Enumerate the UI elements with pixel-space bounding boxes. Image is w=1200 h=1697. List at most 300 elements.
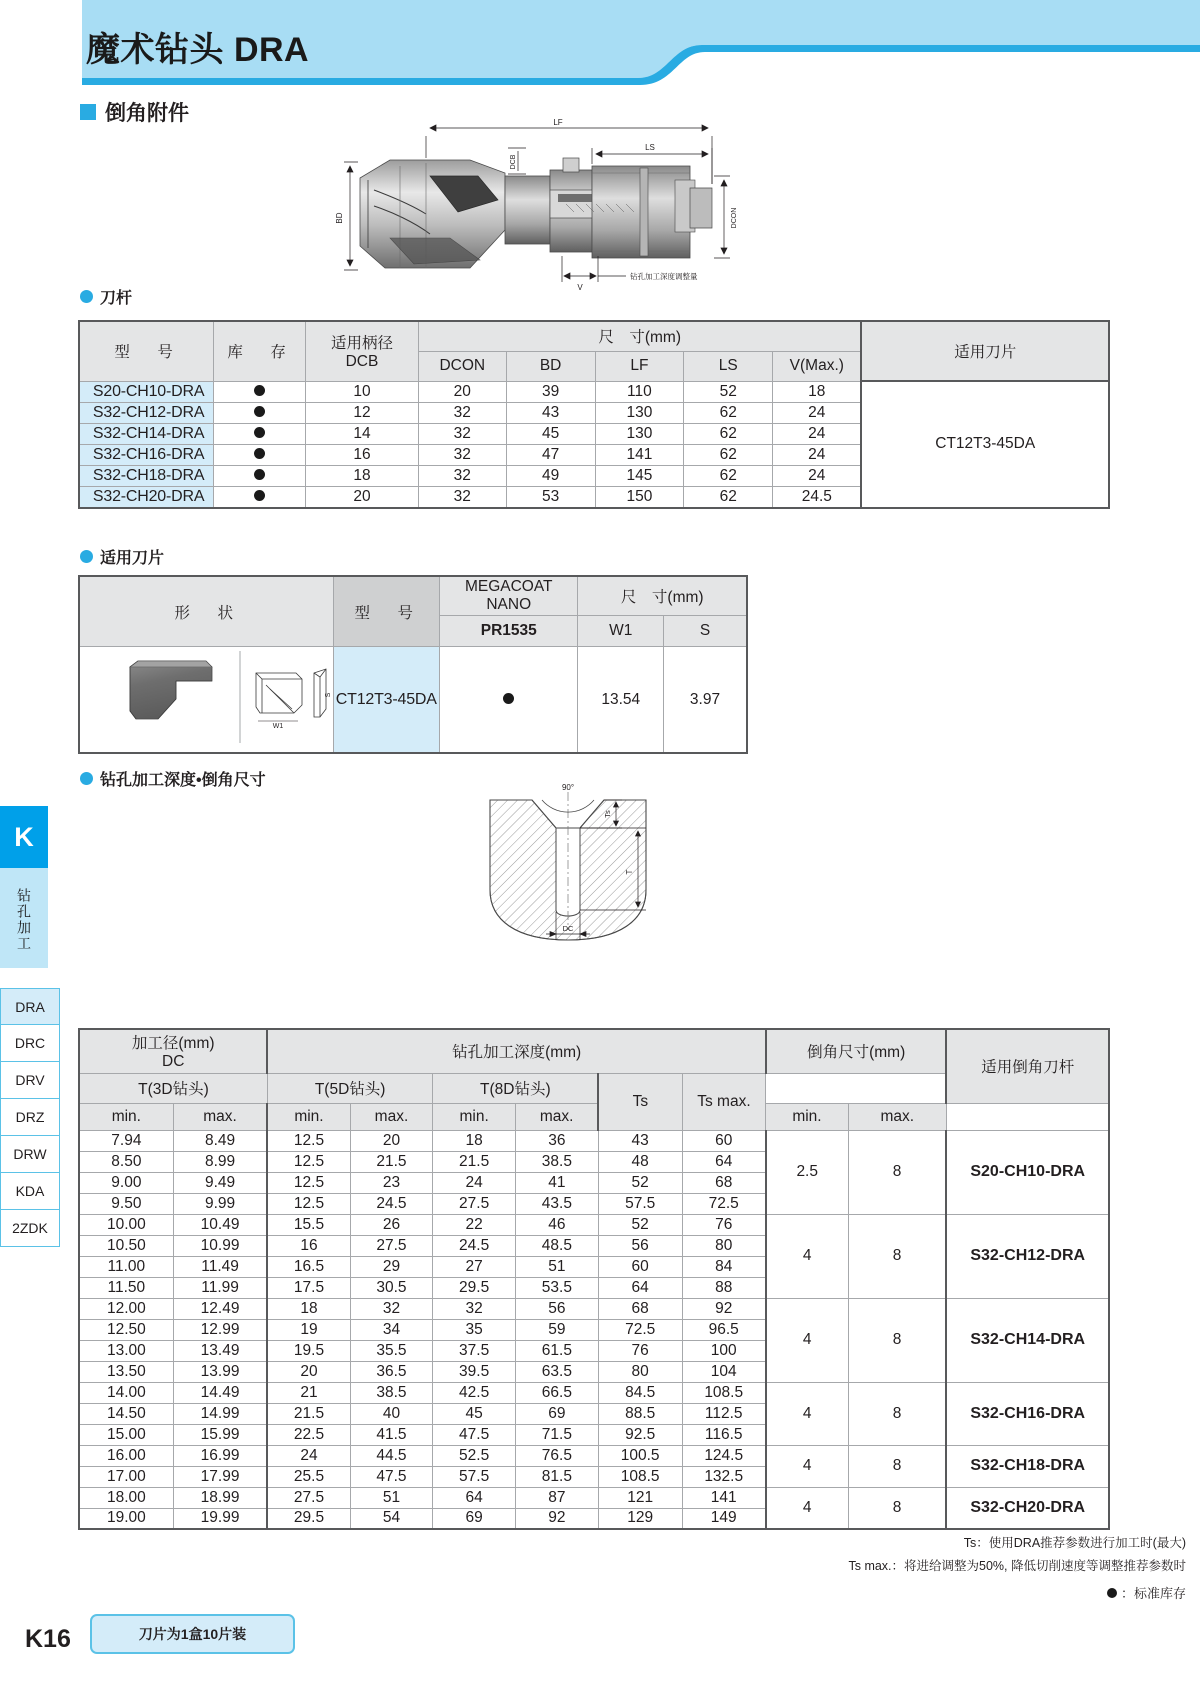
cell-t5-max: 63.5 [515,1361,598,1382]
cell-t8-max: 92 [682,1298,766,1319]
cell-t5-max: 51 [515,1256,598,1277]
svg-text:DCON: DCON [731,207,738,229]
label-t: T [625,869,634,875]
cell-dc-min: 17.00 [79,1466,173,1487]
header-t5-max: max. [515,1103,598,1130]
row-bd: 43 [506,402,595,423]
header-s: S [664,616,748,647]
cell-t3-min: 19.5 [267,1340,350,1361]
label-ts: Ts [603,810,612,818]
cell-dc-max: 19.99 [173,1508,267,1529]
cell-t3-max: 35.5 [350,1340,433,1361]
sidebar-item-drv[interactable]: DRV [0,1062,60,1099]
cell-dc-max: 12.49 [173,1298,267,1319]
cell-t5-min: 27 [433,1256,516,1277]
cell-t8-max: 132.5 [682,1466,766,1487]
cell-holder-model: S32-CH14-DRA [946,1298,1109,1382]
cell-dc-min: 10.00 [79,1214,173,1235]
row-v: 24 [773,465,862,486]
cell-t3-max: 30.5 [350,1277,433,1298]
cell-dc-min: 13.00 [79,1340,173,1361]
row-model: S20-CH10-DRA [79,381,214,402]
cell-t3-max: 26 [350,1214,433,1235]
cell-t3-max: 20 [350,1130,433,1151]
svg-text:BD: BD [335,212,344,224]
cell-t5-max: 38.5 [515,1151,598,1172]
table-row [79,1445,1109,1466]
cell-dc-min: 7.94 [79,1130,173,1151]
cell-t5-min: 35 [433,1319,516,1340]
row-ls: 62 [684,423,773,444]
insert-s-value: 3.97 [664,647,748,754]
cell-dc-max: 15.99 [173,1424,267,1445]
insert-model-value: CT12T3-45DA [334,647,440,754]
cell-t3-min: 29.5 [267,1508,350,1529]
cell-holder-model: S20-CH10-DRA [946,1130,1109,1214]
cell-t8-min: 60 [598,1256,682,1277]
header-applicable-insert: 适用刀片 [861,321,1109,381]
cell-t8-min: 121 [598,1487,682,1508]
row-dcon: 32 [418,444,506,465]
svg-text:V: V [577,283,583,292]
cell-t8-max: 100 [682,1340,766,1361]
cell-ts: 4 [766,1487,848,1529]
cell-t5-min: 47.5 [433,1424,516,1445]
table-row [79,1130,1109,1151]
row-dcb: 20 [306,486,419,508]
label-dc: DC [562,924,574,933]
cell-dc-max: 14.49 [173,1382,267,1403]
row-stock [214,486,306,508]
cell-ts: 4 [766,1298,848,1382]
cell-t3-max: 54 [350,1508,433,1529]
row-bd: 53 [506,486,595,508]
row-model: S32-CH18-DRA [79,465,214,486]
row-stock [214,381,306,402]
cell-t8-max: 108.5 [682,1382,766,1403]
row-bd: 39 [506,381,595,402]
row-dcb: 18 [306,465,419,486]
cell-t5-max: 46 [515,1214,598,1235]
header-t3-min: min. [267,1103,350,1130]
row-insert: CT12T3-45DA [861,381,1109,508]
row-bd: 45 [506,423,595,444]
row-stock [214,444,306,465]
cell-dc-min: 11.50 [79,1277,173,1298]
dot-bullet-icon [80,290,93,303]
cell-t3-max: 44.5 [350,1445,433,1466]
dot-bullet-icon-2 [80,550,93,563]
cell-t5-min: 18 [433,1130,516,1151]
cell-t8-max: 76 [682,1214,766,1235]
header-ls: LS [684,351,773,381]
cell-t8-min: 43 [598,1130,682,1151]
depth-header-row-1 [79,1029,1109,1073]
svg-text:钻孔加工深度调整量: 钻孔加工深度调整量 [630,272,698,281]
sidebar-item-dra[interactable]: DRA [0,988,60,1025]
header-shape: 形 状 [79,576,334,647]
table-row [79,1214,1109,1235]
cell-dc-max: 11.99 [173,1277,267,1298]
cell-ts: 4 [766,1214,848,1298]
sidebar [0,806,62,1247]
cell-t8-min: 80 [598,1361,682,1382]
section-chamfer-accessory [80,97,189,127]
header-model: 型 号 [79,321,214,381]
row-model: S32-CH14-DRA [79,423,214,444]
sidebar-item-drc[interactable]: DRC [0,1025,60,1062]
cell-holder-model: S32-CH16-DRA [946,1382,1109,1445]
header-shank: 适用柄径 DCB [306,321,419,381]
cell-t3-max: 34 [350,1319,433,1340]
cell-t8-max: 84 [682,1256,766,1277]
cell-holder-model: S32-CH20-DRA [946,1487,1109,1529]
row-stock [214,465,306,486]
row-dcb: 12 [306,402,419,423]
header-coating: MEGACOAT NANO [440,576,578,616]
header-dc: 加工径(mm) DC [79,1029,267,1073]
row-lf: 145 [595,465,684,486]
row-dcon: 32 [418,465,506,486]
row-ls: 62 [684,444,773,465]
cell-t3-max: 24.5 [350,1193,433,1214]
label-angle: 90° [561,783,575,792]
row-bd: 47 [506,444,595,465]
cell-t8-min: 100.5 [598,1445,682,1466]
row-ls: 62 [684,486,773,508]
insert-table [78,575,748,754]
row-stock [214,402,306,423]
cell-t5-max: 41 [515,1172,598,1193]
cell-t3-min: 17.5 [267,1277,350,1298]
insert-shape-cell [79,647,334,754]
header-dc-min: min. [79,1103,173,1130]
cell-t3-max: 32 [350,1298,433,1319]
cell-dc-min: 9.00 [79,1172,173,1193]
dot-bullet-icon-3 [80,772,93,785]
header-t3-max: max. [350,1103,433,1130]
row-ls: 62 [684,465,773,486]
cell-dc-max: 18.99 [173,1487,267,1508]
cell-t8-max: 124.5 [682,1445,766,1466]
cell-dc-max: 8.99 [173,1151,267,1172]
cell-t5-max: 71.5 [515,1424,598,1445]
cell-dc-max: 8.49 [173,1130,267,1151]
cell-dc-min: 8.50 [79,1151,173,1172]
cell-t3-min: 20 [267,1361,350,1382]
depth-header-row-3 [79,1103,1109,1130]
cell-dc-min: 11.00 [79,1256,173,1277]
row-lf: 141 [595,444,684,465]
sidebar-item-kda[interactable]: KDA [0,1173,60,1210]
row-dcon: 32 [418,423,506,444]
cell-ts-max: 8 [848,1130,946,1214]
cell-t8-max: 116.5 [682,1424,766,1445]
label-s: S [325,692,333,698]
header-t3d: T(3D钻头) [79,1073,267,1103]
header-bd: BD [506,351,595,381]
cell-t8-min: 68 [598,1298,682,1319]
footnote-ts: Ts：使用DRA推荐参数进行加工时(最大) [963,1536,1186,1550]
cell-ts: 4 [766,1382,848,1445]
svg-text:LF: LF [553,118,563,127]
sidebar-item-drz[interactable]: DRZ [0,1099,60,1136]
cell-t5-max: 76.5 [515,1445,598,1466]
cell-t5-max: 56 [515,1298,598,1319]
page-title: 魔术钻头 DRA [86,31,310,69]
table-row [79,381,1109,402]
row-dcb: 16 [306,444,419,465]
cell-t3-min: 12.5 [267,1172,350,1193]
header-insert-model: 型 号 [334,576,440,647]
cell-dc-max: 9.49 [173,1172,267,1193]
header-dimensions: 尺 寸(mm) [418,321,861,351]
cell-t8-min: 92.5 [598,1424,682,1445]
cell-t5-max: 43.5 [515,1193,598,1214]
cell-t8-min: 129 [598,1508,682,1529]
cell-dc-min: 16.00 [79,1445,173,1466]
header-chamfer-size: 倒角尺寸(mm) [766,1029,947,1073]
cell-t8-max: 72.5 [682,1193,766,1214]
stock-dot-icon [1107,1588,1117,1598]
cell-t8-min: 57.5 [598,1193,682,1214]
header-dc-max: max. [173,1103,267,1130]
header-drill-depth: 钻孔加工深度(mm) [267,1029,765,1073]
cell-t3-min: 21.5 [267,1403,350,1424]
cell-dc-max: 10.99 [173,1235,267,1256]
cell-dc-min: 12.00 [79,1298,173,1319]
section-insert [80,545,164,568]
sidebar-item-2zdk[interactable]: 2ZDK [0,1210,60,1247]
cell-t8-min: 108.5 [598,1466,682,1487]
label-w1: W1 [272,723,284,730]
cell-t8-min: 56 [598,1235,682,1256]
cell-holder-model: S32-CH12-DRA [946,1214,1109,1298]
cell-t8-min: 76 [598,1340,682,1361]
row-v: 18 [773,381,862,402]
cell-ts-max: 8 [848,1487,946,1529]
cell-ts-max: 8 [848,1214,946,1298]
cell-holder-model: S32-CH18-DRA [946,1445,1109,1487]
header-grade: PR1535 [440,616,578,647]
cell-t5-max: 48.5 [515,1235,598,1256]
header-ts: Ts [598,1073,682,1130]
cell-ts-max: 8 [848,1445,946,1487]
cell-t8-max: 149 [682,1508,766,1529]
cell-t3-min: 12.5 [267,1130,350,1151]
row-dcb: 10 [306,381,419,402]
cell-t8-max: 104 [682,1361,766,1382]
row-dcb: 14 [306,423,419,444]
cell-t8-max: 88 [682,1277,766,1298]
cell-t5-min: 27.5 [433,1193,516,1214]
cell-t8-max: 141 [682,1487,766,1508]
row-ls: 62 [684,402,773,423]
cell-dc-max: 16.99 [173,1445,267,1466]
table-header-row [79,321,1109,351]
cell-t3-min: 12.5 [267,1193,350,1214]
cell-t5-min: 24.5 [433,1235,516,1256]
cell-t8-max: 96.5 [682,1319,766,1340]
cell-dc-max: 13.99 [173,1361,267,1382]
row-lf: 130 [595,423,684,444]
svg-text:LS: LS [645,143,655,152]
header-t5-min: min. [433,1103,516,1130]
row-v: 24.5 [773,486,862,508]
cell-t8-min: 88.5 [598,1403,682,1424]
cell-t5-min: 39.5 [433,1361,516,1382]
sidebar-tabs [0,988,62,1247]
footnote-ts-max: Ts max.：将进给调整为50%, 降低切削速度等调整推荐参数时 [848,1559,1186,1573]
cell-dc-min: 9.50 [79,1193,173,1214]
header-t8-max: max. [848,1103,946,1130]
cell-t3-min: 16 [267,1235,350,1256]
row-model: S32-CH16-DRA [79,444,214,465]
footnote-stock: ：标准库存 [1107,1583,1186,1602]
cell-dc-max: 10.49 [173,1214,267,1235]
cell-t3-min: 25.5 [267,1466,350,1487]
cell-t3-max: 23 [350,1172,433,1193]
sidebar-category-letter: K [0,806,48,868]
row-v: 24 [773,423,862,444]
insert-grade-mark [440,647,578,754]
insert-shape-illustration [80,647,333,747]
cell-dc-max: 17.99 [173,1466,267,1487]
row-lf: 150 [595,486,684,508]
cell-t5-min: 42.5 [433,1382,516,1403]
cell-t5-min: 21.5 [433,1151,516,1172]
row-lf: 110 [595,381,684,402]
insert-header-row [79,576,747,616]
cell-t8-min: 84.5 [598,1382,682,1403]
cell-t8-max: 80 [682,1235,766,1256]
insert-w1-value: 13.54 [578,647,664,754]
cell-dc-min: 19.00 [79,1508,173,1529]
cell-t3-min: 21 [267,1382,350,1403]
row-dcon: 20 [418,381,506,402]
cell-t3-min: 19 [267,1319,350,1340]
cell-t3-min: 24 [267,1445,350,1466]
cell-dc-min: 14.00 [79,1382,173,1403]
cell-dc-min: 15.00 [79,1424,173,1445]
sidebar-item-drw[interactable]: DRW [0,1136,60,1173]
section-chamfer-accessory-label: 倒角附件 [105,102,189,125]
cell-dc-min: 12.50 [79,1319,173,1340]
cell-t5-max: 92 [515,1508,598,1529]
cell-dc-max: 9.99 [173,1193,267,1214]
cell-t8-max: 68 [682,1172,766,1193]
cell-t5-min: 29.5 [433,1277,516,1298]
cell-t3-max: 27.5 [350,1235,433,1256]
cell-t3-max: 21.5 [350,1151,433,1172]
cell-t8-min: 48 [598,1151,682,1172]
cell-t3-max: 29 [350,1256,433,1277]
cell-t5-min: 52.5 [433,1445,516,1466]
header-dcon: DCON [418,351,506,381]
header-t8d: T(8D钻头) [433,1073,598,1103]
cell-dc-max: 12.99 [173,1319,267,1340]
header-stock: 库 存 [214,321,306,381]
cell-dc-max: 13.49 [173,1340,267,1361]
cell-dc-min: 13.50 [79,1361,173,1382]
section-depth-chamfer [80,767,266,790]
header-lf: LF [595,351,684,381]
cell-t3-max: 40 [350,1403,433,1424]
cell-t8-max: 64 [682,1151,766,1172]
header-ts-max: Ts max. [682,1073,766,1130]
hole-chamfer-diagram [470,778,690,953]
cell-ts: 2.5 [766,1130,848,1214]
cell-ts-max: 8 [848,1298,946,1382]
header-applicable-holder: 适用倒角刀杆 [946,1029,1109,1103]
row-dcon: 32 [418,486,506,508]
cell-t5-max: 36 [515,1130,598,1151]
cell-t5-min: 64 [433,1487,516,1508]
insert-box-note: 刀片为1盒10片装 [90,1614,295,1654]
row-lf: 130 [595,402,684,423]
cell-t3-max: 47.5 [350,1466,433,1487]
cell-t8-max: 112.5 [682,1403,766,1424]
row-model: S32-CH20-DRA [79,486,214,508]
cell-t3-min: 22.5 [267,1424,350,1445]
cell-t5-max: 53.5 [515,1277,598,1298]
cell-t5-min: 69 [433,1508,516,1529]
cell-t5-max: 69 [515,1403,598,1424]
row-v: 24 [773,444,862,465]
row-v: 24 [773,402,862,423]
cell-t5-max: 59 [515,1319,598,1340]
row-dcon: 32 [418,402,506,423]
cell-t5-min: 24 [433,1172,516,1193]
cell-t5-max: 66.5 [515,1382,598,1403]
table-row [79,1298,1109,1319]
cell-dc-max: 11.49 [173,1256,267,1277]
cell-t8-min: 64 [598,1277,682,1298]
section-holder-label: 刀杆 [100,290,133,307]
cell-t5-min: 45 [433,1403,516,1424]
table-row [79,1382,1109,1403]
cell-t5-min: 37.5 [433,1340,516,1361]
cell-t3-max: 38.5 [350,1382,433,1403]
cell-dc-max: 14.99 [173,1403,267,1424]
cell-t3-min: 15.5 [267,1214,350,1235]
table-row [79,1487,1109,1508]
row-ls: 52 [684,381,773,402]
page-number: K16 [25,1625,71,1653]
cell-t3-min: 18 [267,1298,350,1319]
cell-t8-min: 72.5 [598,1319,682,1340]
header-t8-min: min. [766,1103,848,1130]
cell-t3-max: 36.5 [350,1361,433,1382]
section-insert-label: 适用刀片 [100,550,165,567]
cell-t3-min: 16.5 [267,1256,350,1277]
cell-ts-max: 8 [848,1382,946,1445]
section-holder [80,285,132,308]
svg-text:DCB: DCB [510,154,517,170]
sidebar-category-name: 钻孔加工 [0,868,48,968]
cell-t5-min: 32 [433,1298,516,1319]
cell-t8-min: 52 [598,1172,682,1193]
depth-chamfer-table [78,1028,1110,1530]
holder-assembly-diagram [330,118,770,293]
header-vmax: V(Max.) [773,351,862,381]
square-bullet-icon [80,104,96,120]
cell-t3-max: 51 [350,1487,433,1508]
cell-t5-min: 22 [433,1214,516,1235]
cell-t8-min: 52 [598,1214,682,1235]
cell-t8-max: 60 [682,1130,766,1151]
section-depth-chamfer-label: 钻孔加工深度•倒角尺寸 [100,772,266,789]
